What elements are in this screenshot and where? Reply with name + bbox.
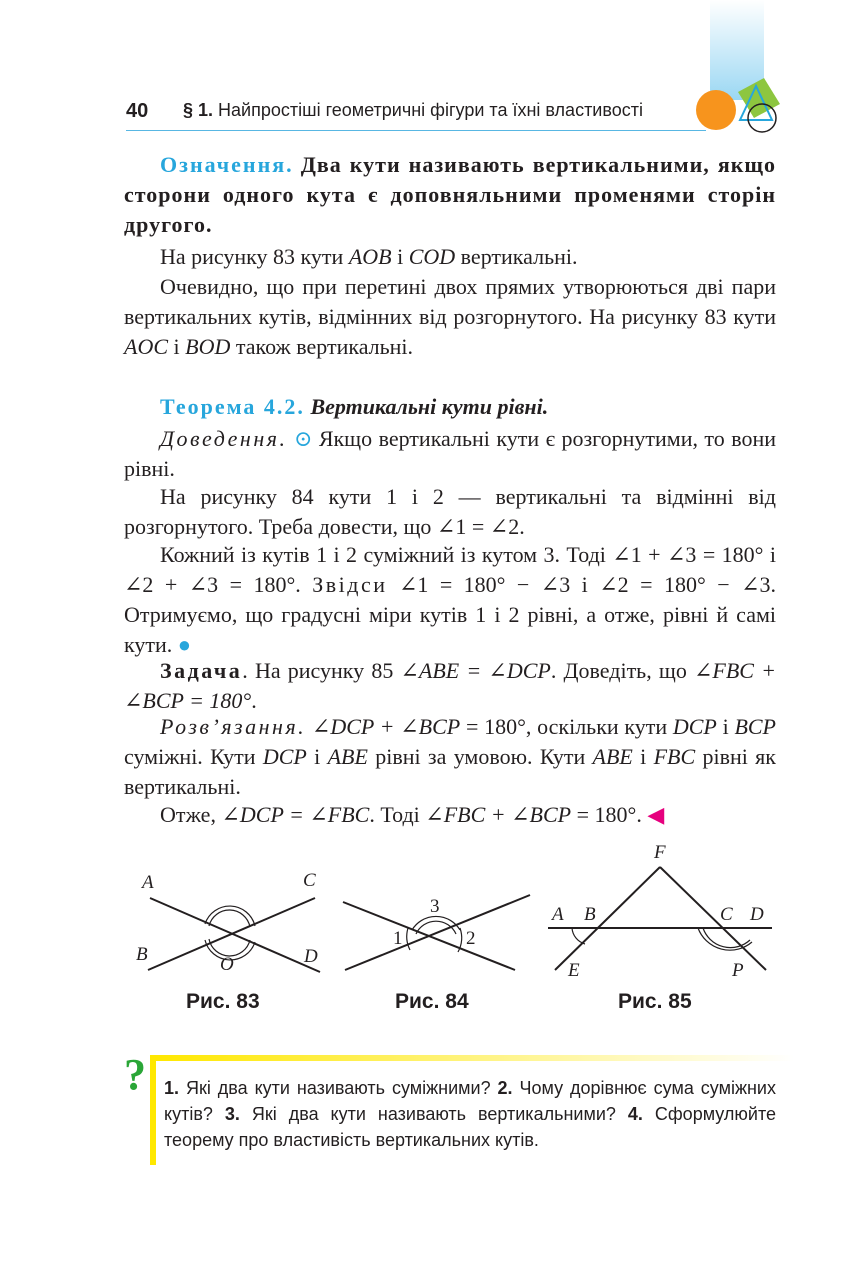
question-2: Чому дорівнює сума суміжних кутів? <box>164 1078 776 1124</box>
question-number: 1. <box>164 1078 180 1098</box>
caption-fig85: Рис. 85 <box>618 990 692 1013</box>
label-b: B <box>136 944 148 965</box>
solution-label: Розв’язання. <box>160 714 307 739</box>
proof-text: Якщо вертикальні кути є розгорнутими, то вони рівні. <box>124 426 776 481</box>
page-header <box>0 0 850 140</box>
proof-label: Доведення. <box>160 426 288 451</box>
review-questions <box>120 1050 790 1165</box>
text: . На рисунку 85 <box>242 658 401 683</box>
angle-name: ABE <box>592 744 633 769</box>
question-1: Які два кути називають суміжними? <box>179 1078 498 1098</box>
proof-end-icon: ● <box>177 632 192 657</box>
paragraph-fig83-aob-cod <box>124 242 776 272</box>
text: і <box>306 744 328 769</box>
label-a: A <box>142 872 154 893</box>
label-f: F <box>654 842 666 863</box>
text: і <box>632 744 654 769</box>
angle-name: AOC <box>124 334 168 359</box>
line-ef <box>555 867 660 970</box>
question-mark-icon: ? <box>124 1050 146 1099</box>
page-number: 40 <box>126 100 149 122</box>
proof-paragraph <box>124 424 776 484</box>
geometric-shapes-decoration <box>692 70 787 140</box>
math: ∠DCP = ∠FBC <box>221 802 370 827</box>
text: рівні як вертикальні. <box>124 744 776 799</box>
text: = 180°, оскільки кути <box>460 714 673 739</box>
text: На рисунку 83 кути <box>160 244 349 269</box>
question-number: 4. <box>627 1104 643 1124</box>
math: ∠ABE = ∠DCP <box>400 658 551 683</box>
label-3: 3 <box>430 896 440 917</box>
angle-name: ABE <box>327 744 368 769</box>
text: = 180°. <box>571 802 642 827</box>
theorem-label: Теорема 4.2. <box>160 394 305 419</box>
figure-83 <box>148 898 320 972</box>
text: . Тоді <box>369 802 426 827</box>
angle-name: AOB <box>348 244 392 269</box>
angle-arc-1 <box>407 928 410 950</box>
definition-paragraph <box>124 150 776 240</box>
paragraph-adjacent-angles <box>124 540 776 660</box>
text: . <box>251 688 257 713</box>
header-rule <box>126 130 706 131</box>
math: ∠DCP + ∠BCP <box>311 714 461 739</box>
questions-text <box>164 1075 776 1153</box>
orange-circle-icon <box>696 90 736 130</box>
angle-name: FBC <box>653 744 696 769</box>
label-d: D <box>304 946 318 967</box>
text: Кожний із кутів 1 і 2 суміжний із кутом 3. Тоді ∠1 + ∠3 = 180° і ∠2 + ∠3 = 180°. <box>124 542 776 597</box>
text: і <box>716 714 735 739</box>
text: Очевидно, що при перетині двох прямих утворюються дві пари вертикальних кутів, відмінних від розгорнутого. На рисунку 83 кути <box>124 274 776 329</box>
angle-arc-aoc <box>205 906 255 926</box>
caption-fig84: Рис. 84 <box>395 990 469 1013</box>
angle-name: DCP <box>262 744 307 769</box>
caption-fig83: Рис. 83 <box>186 990 260 1013</box>
angle-arc-3 <box>412 916 460 930</box>
angle-name: COD <box>408 244 456 269</box>
conclusion-paragraph <box>124 800 776 830</box>
text: суміжні. Кути <box>124 744 263 769</box>
text: вертикальні. <box>455 244 578 269</box>
questions-left-bar <box>150 1055 156 1165</box>
solution-end-icon: ◀ <box>647 802 665 827</box>
label-e: E <box>568 960 580 981</box>
angle-name: DCP <box>672 714 717 739</box>
figure-85 <box>548 867 772 970</box>
math: ∠FBC + ∠BCP <box>425 802 572 827</box>
text: Звідси <box>312 572 388 597</box>
angle-name: BOD <box>185 334 231 359</box>
solution-paragraph <box>124 712 776 802</box>
label-2: 2 <box>466 928 476 949</box>
running-title <box>183 100 643 121</box>
angle-arc-aoc-inner <box>209 910 250 927</box>
theorem-paragraph <box>124 392 776 422</box>
text: Отже, <box>160 802 222 827</box>
task-label: Задача <box>160 658 243 683</box>
text: ∠1 = 180° − ∠3 і ∠2 = 180° − ∠3. Отримуємо, що градусні міри кутів 1 і 2 рівні, а отже, рівні й самі кути. <box>124 572 777 657</box>
label-o: O <box>220 954 234 975</box>
text: . Доведіть, що <box>550 658 694 683</box>
text: також вертикальні. <box>230 334 414 359</box>
question-4: Сформулюйте теорему про властивість вертикальних кутів. <box>164 1104 776 1150</box>
text: рівні за умовою. Кути <box>367 744 593 769</box>
angle-name: BCP <box>734 714 776 739</box>
definition-text: Два кути називають вертикальними, якщо сторони одного кута є доповняльними променями сторін другого. <box>124 152 776 237</box>
math: ∠FBC + ∠BCP = 180° <box>124 658 776 713</box>
label-c: C <box>303 870 316 891</box>
definition-label: Означення. <box>160 152 294 177</box>
text: і <box>168 334 186 359</box>
paragraph-vertical-pairs <box>124 272 776 362</box>
line-ad <box>150 898 320 972</box>
task-paragraph <box>124 656 776 716</box>
question-3: Які два кути називають вертикальними? <box>239 1104 628 1124</box>
label-p: P <box>732 960 744 981</box>
label-a: A <box>552 904 564 925</box>
proof-start-icon: ⊙ <box>293 426 313 451</box>
label-b: B <box>584 904 596 925</box>
label-1: 1 <box>393 928 403 949</box>
question-number: 2. <box>497 1078 513 1098</box>
theorem-statement: Вертикальні кути рівні. <box>310 394 549 419</box>
text: і <box>391 244 409 269</box>
label-c: C <box>720 904 733 925</box>
questions-top-bar <box>154 1055 794 1061</box>
section-title: Найпростіші геометричні фігури та їхні властивості <box>218 100 643 120</box>
paragraph-fig84: На рисунку 84 кути 1 і 2 — вертикальні та відмінні від розгорнутого. Треба довести, що ∠1 = ∠2. <box>124 484 776 539</box>
label-d: D <box>750 904 764 925</box>
section-number: § 1. <box>183 100 214 120</box>
question-number: 3. <box>224 1104 240 1124</box>
